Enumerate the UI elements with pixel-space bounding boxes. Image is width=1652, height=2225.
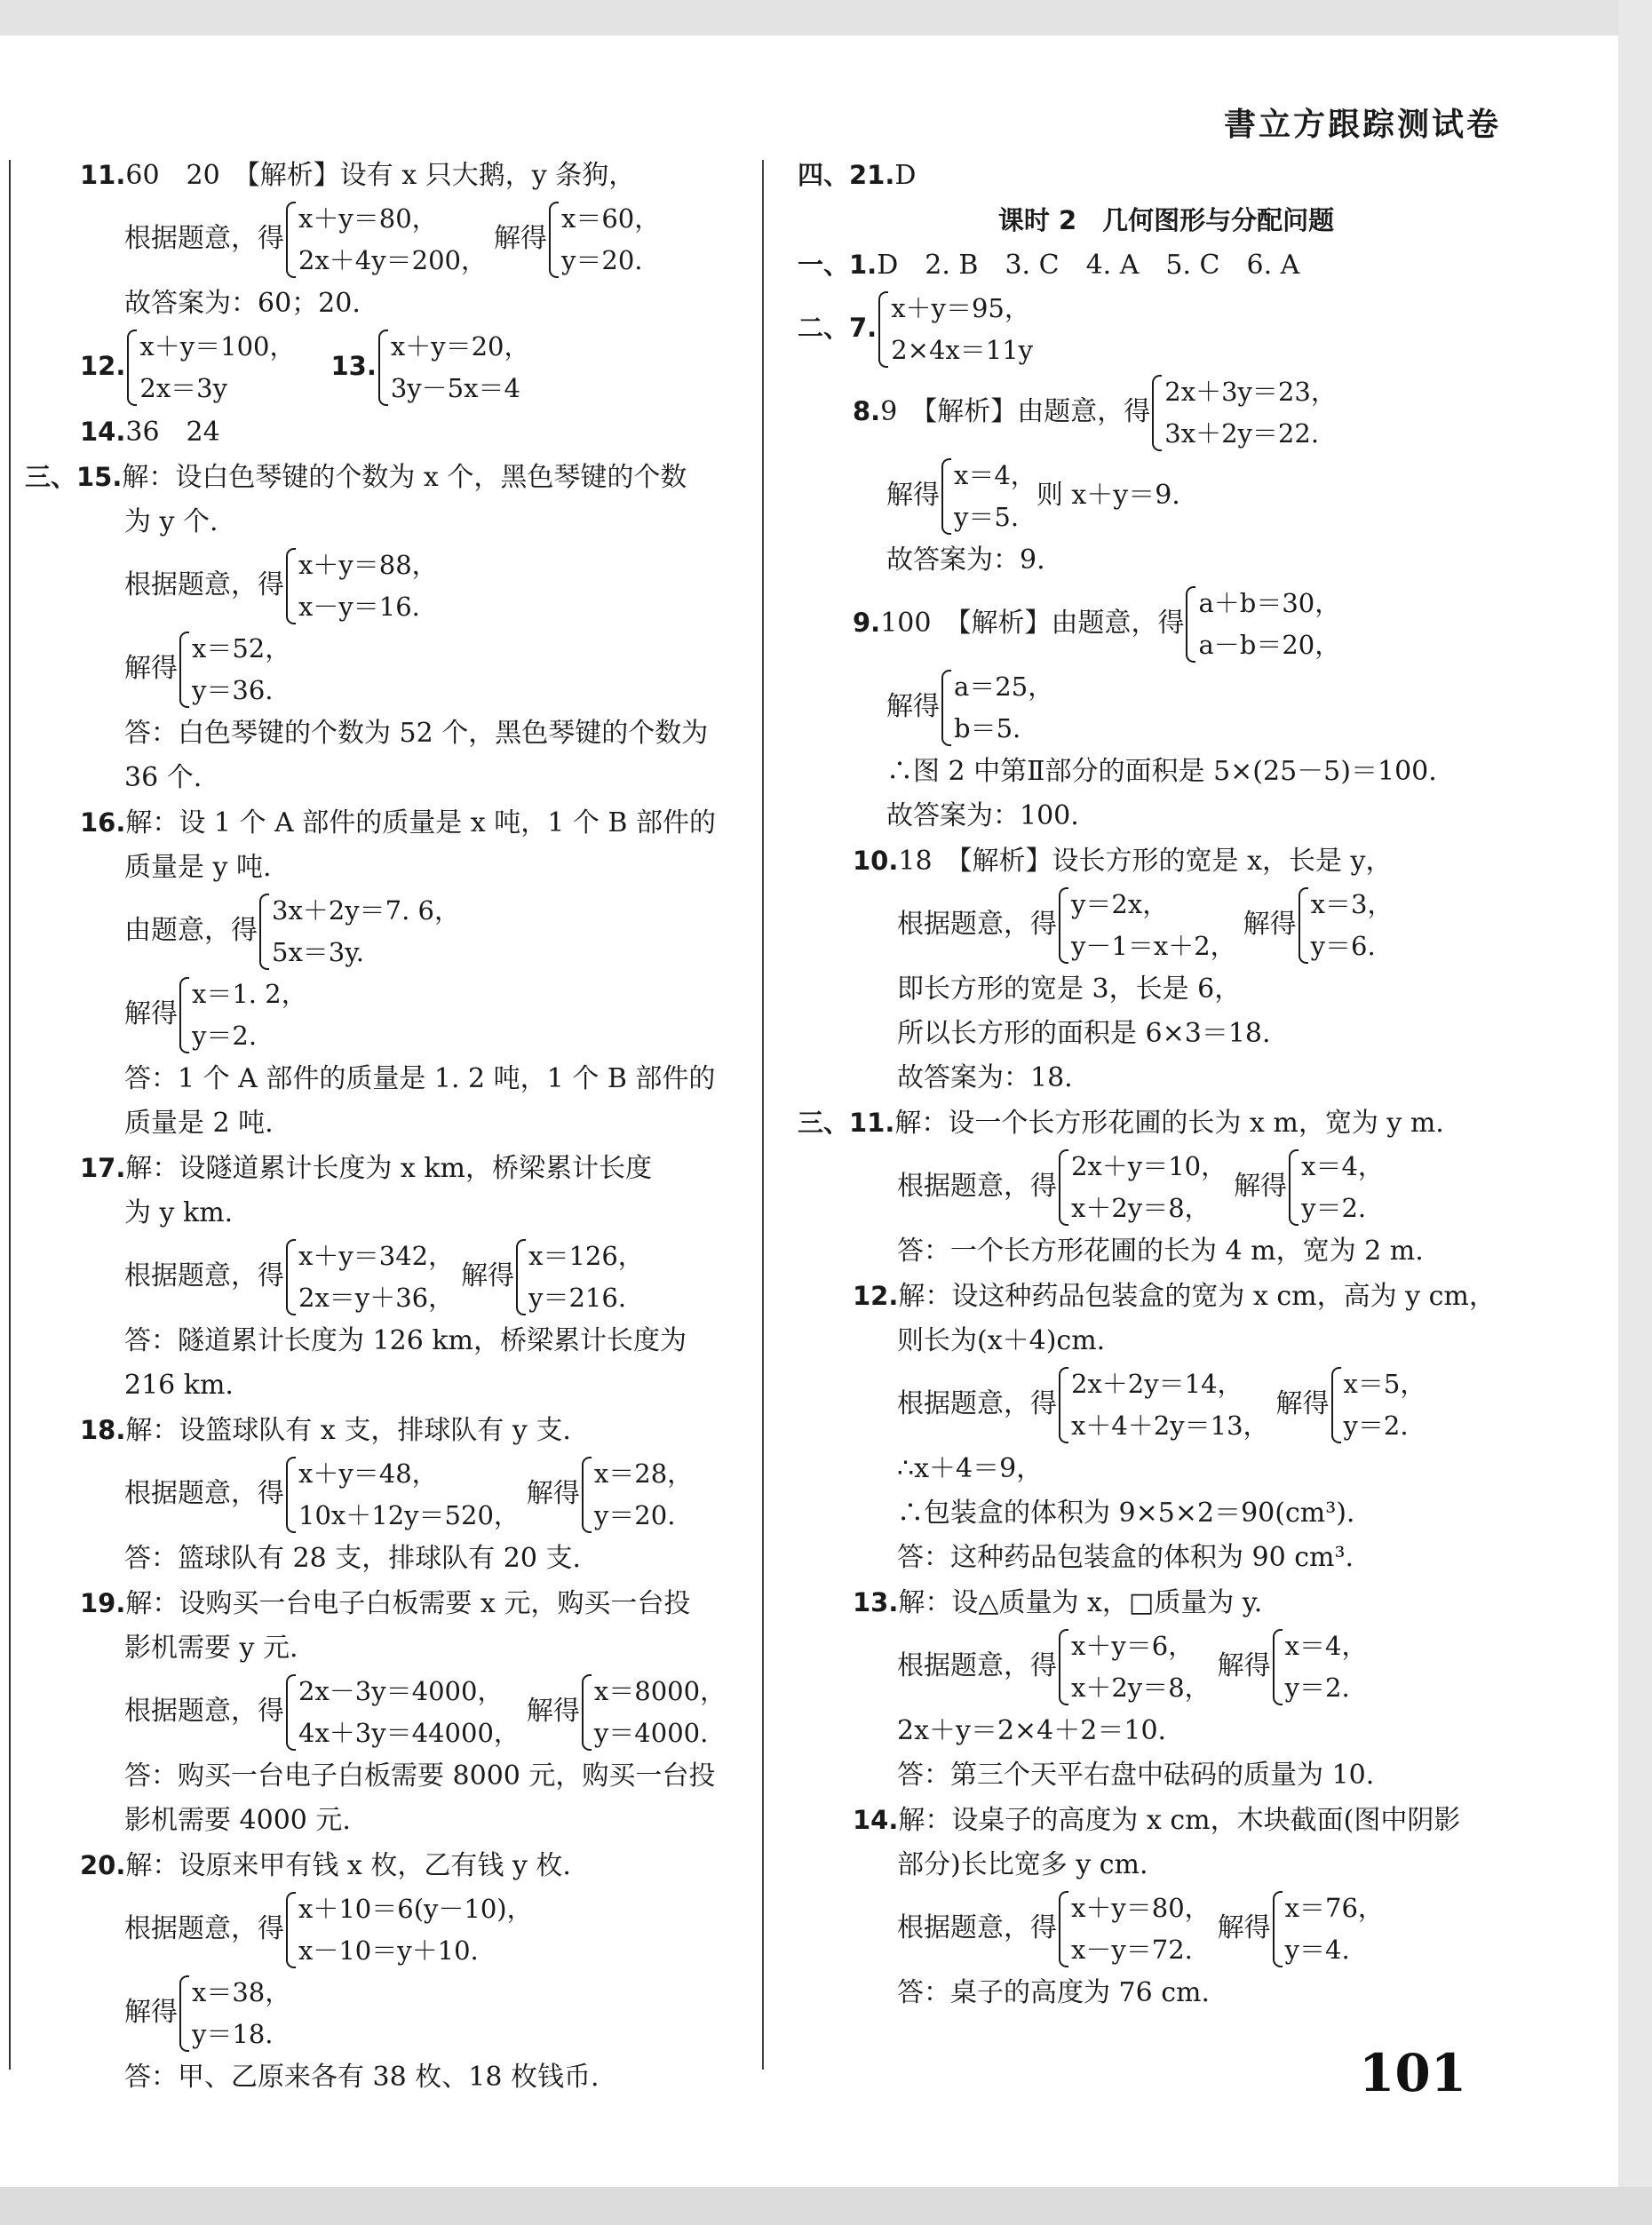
equation: x＋y＝48， [298,1458,438,1489]
equation: 2x＝y＋36， [298,1283,455,1313]
equation: x－y＝72. [1071,1935,1193,1965]
answer-line [798,288,1535,371]
equation: x＝4， [954,460,1036,490]
equation: y＝2. [1284,1673,1350,1703]
equation-system [547,198,660,282]
question-number: 19. [80,1588,126,1618]
answer-line [798,1843,1535,1887]
answer-text: ∴x＋4＝9， [897,1453,1044,1484]
answer-text: 根据题意，得 [124,1913,284,1944]
answer-text: 答：第三个天平右盘中砝码的质量为 10. [897,1760,1375,1791]
equation: 2x＝3y [139,373,228,403]
equation-system [580,1671,726,1754]
equation-system [284,1236,454,1319]
answer-line [798,1491,1535,1536]
answer-line [798,1229,1535,1274]
equation: 3y－5x＝4 [390,373,520,403]
equation: x＝76， [1284,1893,1384,1923]
equation: a－b＝20， [1198,630,1341,660]
equation-system [125,326,295,409]
answer-line [798,1798,1535,1843]
question-number: 8. [853,396,881,426]
answer-line [25,1671,744,1754]
question-number: 18. [80,1415,126,1445]
answer-line [798,1887,1535,1971]
answer-line [798,1625,1535,1709]
equation-system [940,666,1053,750]
equation: x－y＝16. [298,592,420,622]
equation-system [284,1671,520,1754]
answer-text: 解得 [1234,1171,1288,1202]
answer-text: 答：白色琴键的个数为 52 个，黑色琴键的个数为 [124,718,709,749]
question-number: 13. [853,1587,899,1617]
answer-text: 答：1 个 A 部件的质量是 1. 2 吨，1 个 B 部件的 [124,1063,716,1094]
question-number: 三、15. [25,462,123,492]
answer-line [25,1799,744,1843]
answer-text: 所以长方形的面积是 6×3＝18. [897,1018,1271,1049]
equation-system [1330,1363,1426,1447]
equation: 3x＋2y＝22. [1164,418,1320,449]
equation-system [284,1453,520,1537]
answer-line [798,1056,1535,1101]
answer-text: 答：这种药品包装盒的体积为 90 cm³. [897,1542,1354,1573]
equation: y＝20. [593,1500,676,1530]
answer-text: 故答案为：100. [886,800,1079,831]
answer-line [25,628,744,711]
question-number: 20. [80,1850,126,1880]
equation: x＋y＝88， [298,550,438,580]
answer-text: 18 【解析】设长方形的宽是 x，长是 y， [898,846,1393,877]
answer-text: 解得 [1217,1650,1271,1681]
answer-line [798,1319,1535,1363]
answer-line [25,890,744,973]
answer-text: 解：设篮球队有 x 支，排球队有 y 支. [125,1415,571,1446]
answer-line [25,1626,744,1671]
equation-system [1150,371,1337,455]
answer-line [25,1754,744,1799]
equation: x＋2y＝8， [1071,1193,1211,1223]
equation: x＝60， [561,203,661,234]
answer-text: 即长方形的宽是 3，长是 6， [897,973,1242,1005]
answer-text: 影机需要 y 元. [124,1633,298,1664]
answer-line [25,198,744,282]
answer-text: 根据题意，得 [897,1912,1057,1943]
answer-line [798,1536,1535,1580]
answer-text: 解得 [526,1478,580,1509]
equation: 2x＋2y＝14， [1071,1369,1243,1399]
equation: 4x＋3y＝44000， [298,1718,520,1748]
equation: x＋y＝80， [298,203,438,234]
answer-line [25,1408,744,1453]
equation: y＝5. [954,502,1020,532]
answer-line [25,973,744,1057]
answer-text: 解：设一个长方形花圃的长为 x m，宽为 y m. [894,1108,1444,1139]
equation: x＋4＋2y＝13， [1071,1410,1269,1441]
answer-text: 答：隧道累计长度为 126 km，桥梁累计长度为 [124,1325,687,1356]
answer-text: 根据题意，得 [897,1650,1057,1681]
answer-line [798,838,1535,884]
equation-system [940,455,1036,538]
equation: b＝5. [954,713,1021,743]
equation-system [1287,1146,1384,1229]
equation-system [1057,1146,1227,1229]
answer-text: 根据题意，得 [124,569,284,600]
equation: x＝38， [192,1977,291,2007]
equation-system [877,288,1033,371]
answer-text: 故答案为：9. [886,544,1045,576]
equation: 2x＋y＝10， [1071,1151,1227,1181]
equation: y＝4000. [593,1718,709,1748]
equation: y＝2. [192,1021,258,1051]
question-number: 三、11. [798,1108,895,1138]
answer-text: 解：设原来甲有钱 x 枚，乙有钱 y 枚. [125,1850,571,1881]
answer-text: 答：购买一台电子白板需要 8000 元，购买一台投 [124,1760,716,1792]
equation: x＝28， [593,1458,694,1489]
answer-text: ∴包装盒的体积为 9×5×2＝90(cm³). [897,1498,1355,1529]
answer-line [798,242,1535,288]
left-column [25,153,744,2100]
equation: x＝5， [1343,1369,1426,1399]
question-number: 14. [80,417,126,447]
answer-line [798,1101,1535,1146]
answer-text: 解：设隧道累计长度为 x km，桥梁累计长度 [125,1153,652,1184]
section-title: 课时 2 几何图形与分配问题 [997,205,1335,235]
equation-system [178,973,307,1057]
answer-text: 解得 [124,1997,178,2028]
equation: x＋y＝342， [298,1241,455,1271]
question-number: 一、1. [798,250,878,280]
answer-line [25,1101,744,1146]
answer-line [25,153,744,198]
answer-line [25,1146,744,1191]
answer-line [25,1453,744,1537]
equation-system [258,890,460,973]
answer-line [25,2055,744,2100]
answer-text: 根据题意，得 [897,1388,1057,1419]
answer-line [798,1447,1535,1491]
answer-text: 36 24 [125,417,220,448]
answer-text: 答：甲、乙原来各有 38 枚、18 枚钱币. [124,2062,600,2093]
answer-text: 影机需要 4000 元. [124,1805,351,1836]
answer-text: 解：设 1 个 A 部件的质量是 x 吨，1 个 B 部件的 [125,807,717,838]
answer-line [25,1843,744,1888]
equation-system [1057,884,1236,967]
answer-text: 故答案为：18. [897,1062,1073,1093]
equation: x＋y＝20， [390,331,530,362]
answer-line [798,666,1535,750]
answer-line [25,756,744,800]
answer-line [25,409,744,455]
equation-system [178,1972,290,2055]
equation: y＝18. [192,2019,274,2049]
equation: 2x－3y＝4000， [298,1676,504,1706]
equation: 2×4x＝11y [891,335,1034,365]
equation: y－1＝x＋2， [1071,931,1236,961]
equation-system [1184,583,1340,666]
equation: x－10＝y＋10. [298,1935,479,1966]
answer-line [25,846,744,890]
answer-text: 2x＋y＝2×4＋2＝10. [897,1715,1167,1746]
answer-line [25,500,744,544]
question-number: 12. [853,1281,899,1311]
answer-line [798,153,1535,198]
equation: x＋y＝100， [139,331,296,362]
equation: 5x＝3y. [272,937,365,967]
equation-system [377,326,530,409]
answer-line [25,326,744,409]
answer-text: 解得 [1275,1388,1330,1419]
equation: y＝2. [1343,1410,1409,1441]
equation: x＋10＝6(y－10)， [298,1894,533,1924]
equation: x＝8000， [593,1676,727,1706]
answer-line [798,1753,1535,1798]
answer-text: 解：设购买一台电子白板需要 x 元，购买一台投 [125,1588,691,1619]
equation: a＋b＝30， [1198,588,1341,618]
answer-text: 解：设△质量为 x，□质量为 y. [898,1587,1263,1618]
answer-line [25,1888,744,1972]
equation-system [284,1888,533,1972]
answer-text: 60 20 【解析】设有 x 只大鹅，y 条狗， [125,160,636,191]
answer-text: 解得 [526,1696,580,1727]
answer-text: D [894,160,917,191]
answer-line [798,1274,1535,1319]
equation: y＝2x， [1071,889,1169,919]
answer-text: 根据题意，得 [124,1478,284,1509]
equation: x＝3， [1310,889,1394,919]
equation: x＝1. 2， [192,979,307,1009]
answer-text: 答：一个长方形花圃的长为 4 m，宽为 2 m. [897,1236,1424,1267]
answer-line [25,1537,744,1581]
right-column [798,153,1535,2015]
answer-line [25,1581,744,1626]
answer-line [798,1709,1535,1753]
question-number: 13. [330,351,377,381]
answer-text: ∴图 2 中第Ⅱ部分的面积是 5×(25－5)＝100. [886,756,1437,787]
equation: x＋y＝95， [891,293,1030,323]
equation: y＝2. [1301,1193,1367,1223]
equation: y＝20. [561,245,643,275]
answer-text: 解得 [461,1260,515,1291]
question-number: 10. [853,846,899,876]
margin-rule [9,160,11,2070]
question-number: 9. [853,608,881,638]
answer-text: 解：设白色琴键的个数为 x 个，黑色琴键的个数 [122,462,687,493]
answer-text: 为 y 个. [124,506,218,537]
answer-text: 解：设这种药品包装盒的宽为 x cm，高为 y cm， [898,1281,1496,1312]
page-header-title: 書立方跟踪测试卷 [1223,107,1501,143]
equation-system [178,628,290,711]
answer-line [25,282,744,326]
answer-text: D 2. B 3. C 4. A 5. C 6. A [877,250,1300,281]
equation-system [1297,884,1394,967]
answer-line [25,1057,744,1101]
answer-line [798,583,1535,666]
equation: x＋y＝6， [1071,1631,1195,1661]
answer-line [798,750,1535,794]
equation: y＝6. [1310,931,1376,961]
answer-line [25,544,744,628]
equation: x＋y＝80， [1071,1893,1211,1923]
answer-text: 部分)长比宽多 y cm. [897,1849,1148,1880]
answer-text: 根据题意，得 [124,1696,284,1727]
answer-line [25,1363,744,1408]
question-number: 11. [80,160,126,190]
answer-text: 解得 [494,223,547,254]
equation-system [284,544,438,628]
answer-text: 100 【解析】由题意，得 [880,608,1185,639]
answer-line [798,1580,1535,1625]
answer-line [798,1146,1535,1229]
question-number: 17. [80,1153,126,1183]
answer-line [25,1191,744,1236]
question-number: 二、7. [798,313,878,343]
question-number: 四、21. [798,160,895,190]
answer-line [25,455,744,500]
page-number: 101 [1359,2043,1467,2103]
equation: x＝52， [192,633,291,664]
answer-text: 36 个. [124,762,203,793]
question-number: 14. [853,1805,899,1835]
answer-text: 故答案为：60；20. [124,288,361,319]
question-number: 16. [80,807,126,838]
equation-system [1057,1363,1269,1447]
answer-line [25,1319,744,1363]
equation-system [1057,1625,1211,1709]
equation-system [514,1236,644,1319]
answer-text: 根据题意，得 [897,909,1057,940]
question-number: 12. [80,351,126,381]
scan-edge-bottom [0,2187,1652,2225]
equation-system [1271,1887,1384,1971]
answer-line [25,800,744,846]
answer-text: 解得 [124,998,178,1029]
answer-text: 216 km. [124,1370,234,1401]
answer-text: 由题意，得 [124,915,258,946]
equation: x＋2y＝8， [1071,1673,1211,1703]
equation-system [1057,1887,1211,1971]
answer-text: 质量是 2 吨. [124,1108,274,1139]
answer-line [798,538,1535,583]
answer-text: 根据题意，得 [124,1260,284,1291]
equation: 2x＋4y＝200， [298,245,487,275]
equation: y＝36. [192,675,274,705]
answer-text: 质量是 y 吨. [124,852,272,883]
answer-text: 为 y km. [124,1197,234,1228]
equation: x＝4， [1301,1151,1384,1181]
answer-text: 解得 [1243,909,1297,940]
answer-line [25,711,744,756]
answer-text: 根据题意，得 [897,1171,1057,1202]
column-divider [762,160,764,2070]
equation: y＝4. [1284,1935,1350,1965]
answer-text: 根据题意，得 [124,223,284,254]
answer-line [798,1971,1535,2015]
answer-line [798,967,1535,1012]
answer-text: 则 x＋y＝9. [1036,480,1180,511]
equation: y＝216. [528,1283,627,1313]
scan-edge-right [1618,0,1652,2225]
equation: 10x＋12y＝520， [298,1500,520,1530]
equation: 3x＋2y＝7. 6， [272,895,460,926]
equation: 2x＋3y＝23， [1164,377,1337,407]
answer-text: 答：桌子的高度为 76 cm. [897,1977,1211,2008]
answer-text: 解：设桌子的高度为 x cm，木块截面(图中阴影 [898,1805,1461,1836]
answer-text: 9 【解析】由题意，得 [880,396,1151,427]
answer-line [798,884,1535,967]
answer-text: 解得 [886,480,940,511]
answer-text: 答：篮球队有 28 支，排球队有 20 支. [124,1543,582,1574]
equation-system [1271,1625,1368,1709]
answer-line [25,1236,744,1319]
answer-line [798,1012,1535,1056]
equation: x＝126， [528,1241,644,1271]
answer-text: 解得 [124,653,178,684]
answer-line [798,371,1535,455]
equation: a＝25， [954,671,1054,702]
equation: x＝4， [1284,1631,1368,1661]
answer-text: 解得 [886,691,940,722]
answer-line [798,794,1535,838]
answer-line [798,455,1535,538]
equation-system [580,1453,693,1537]
answer-text: 解得 [1217,1912,1271,1943]
answer-line [25,1972,744,2055]
equation-system [284,198,487,282]
answer-text: 则长为(x＋4)cm. [897,1325,1106,1356]
answer-line [798,1363,1535,1447]
